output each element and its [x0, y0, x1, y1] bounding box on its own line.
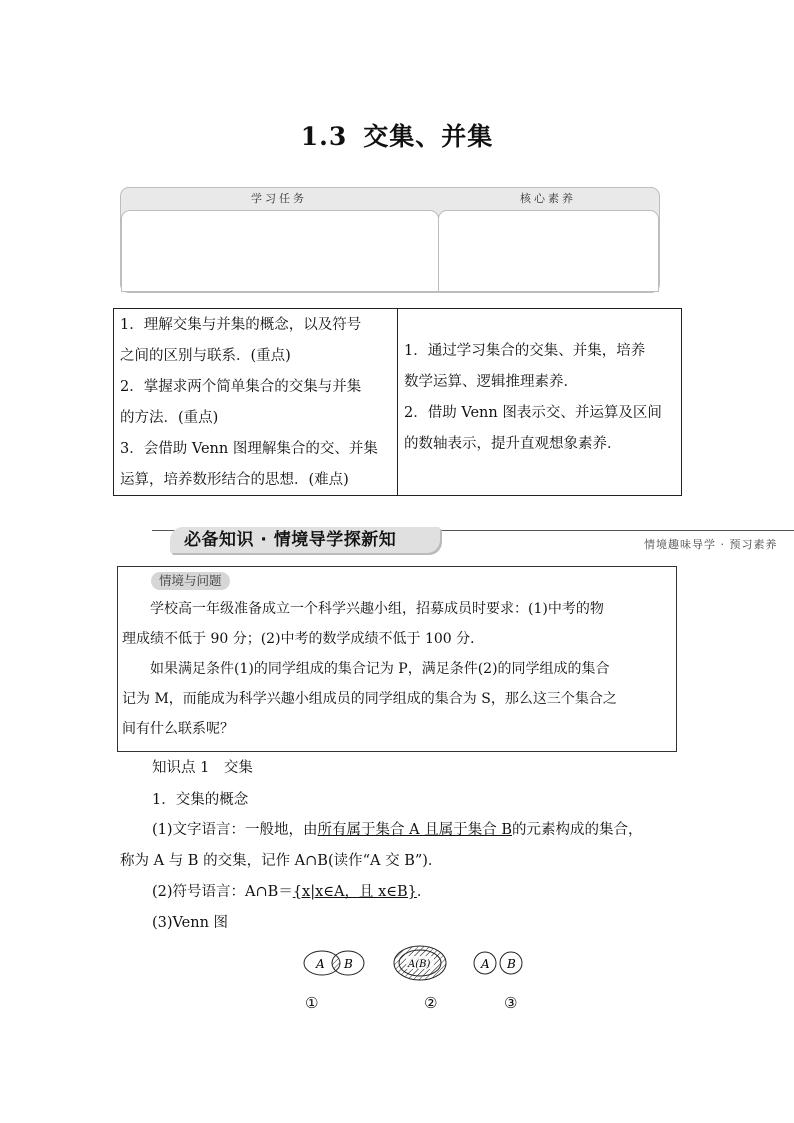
set-ab-label: A(B) [408, 959, 431, 970]
scenario-line: 记为 M，而能成为科学兴趣小组成员的同学组成的集合为 S，那么这三个集合之 [122, 691, 617, 707]
figure-number-1: ① [305, 994, 319, 1012]
set-b-label: B [344, 957, 353, 971]
intersection-definition: 称为 A 与 B 的交集，记作 A∩B(读作“A 交 B”)． [120, 853, 443, 869]
scenario-line: 学校高一年级准备成立一个科学兴趣小组，招募成员时要求：(1)中考的物 [122, 601, 604, 617]
symbol-language-line [152, 880, 431, 901]
literacy-line: 数学运算、逻辑推理素养． [404, 374, 578, 390]
core-literacy-cell [398, 309, 681, 495]
literacy-line: 2．借助 Venn 图表示交、并运算及区间 [404, 405, 662, 421]
word-language-prefix: (1)文字语言：一般地，由 [152, 822, 318, 838]
scenario-line: 如果满足条件(1)的同学组成的集合记为 P，满足条件(2)的同学组成的集合 [122, 661, 610, 677]
venn-equal [394, 946, 446, 980]
task-line: 3．会借助 Venn 图理解集合的交、并集 [120, 441, 378, 457]
set-b-label: B [507, 957, 516, 971]
venn-disjoint [474, 952, 522, 974]
task-line: 之间的区别与联系．(重点) [120, 348, 291, 364]
scenario-line: 理成绩不低于 90 分；(2)中考的数学成绩不低于 100 分． [122, 631, 485, 647]
tab-core-literacy: 核心素养 [520, 192, 576, 205]
section-title: 交集、并集 [363, 122, 494, 151]
scenario-box [117, 566, 677, 752]
concept-heading: 1．交集的概念 [152, 792, 249, 808]
scenario-tag: 情境与问题 [151, 572, 230, 590]
task-tab-box [120, 187, 660, 293]
scenario-line: 间有什么联系呢？ [122, 721, 234, 737]
word-language-suffix: 的元素构成的集合， [512, 822, 643, 838]
symbol-language-suffix: ． [416, 884, 432, 900]
knowledge-heading: 知识点 1 交集 [152, 760, 253, 776]
venn-heading: (3)Venn 图 [152, 915, 229, 931]
word-language-answer: 所有属于集合 A 且属于集合 B [317, 822, 513, 838]
page-title [0, 117, 794, 153]
set-a-label: A [481, 957, 490, 971]
venn-overlap [304, 951, 364, 975]
task-line: 运算，培养数形结合的思想．(难点) [120, 472, 349, 488]
symbol-language-answer: {x|x∈A，且 x∈B} [292, 884, 417, 900]
tab-panel-left [121, 210, 439, 292]
banner-subtitle: 情境趣味导学 · 预习素养 [644, 538, 778, 551]
literacy-line: 1．通过学习集合的交集、并集，培养 [404, 343, 646, 359]
learning-tasks-cell [114, 309, 398, 495]
word-language-line [152, 818, 643, 839]
section-number: 1.3 [300, 122, 348, 151]
set-a-label: A [316, 957, 325, 971]
figure-number-2: ② [424, 994, 438, 1012]
figure-number-3: ③ [504, 994, 518, 1012]
goals-table [113, 308, 682, 496]
section-banner: 必备知识 · 情境导学探新知 [170, 527, 440, 553]
task-line: 1．理解交集与并集的概念，以及符号 [120, 317, 362, 333]
literacy-line: 的数轴表示，提升直观想象素养． [404, 436, 622, 452]
symbol-language-prefix: (2)符号语言：A∩B＝ [152, 884, 293, 900]
task-line: 的方法．(重点) [120, 410, 219, 426]
tab-panel-right [438, 210, 659, 292]
tab-learning-tasks: 学习任务 [251, 192, 307, 205]
task-line: 2．掌握求两个简单集合的交集与并集 [120, 379, 362, 395]
